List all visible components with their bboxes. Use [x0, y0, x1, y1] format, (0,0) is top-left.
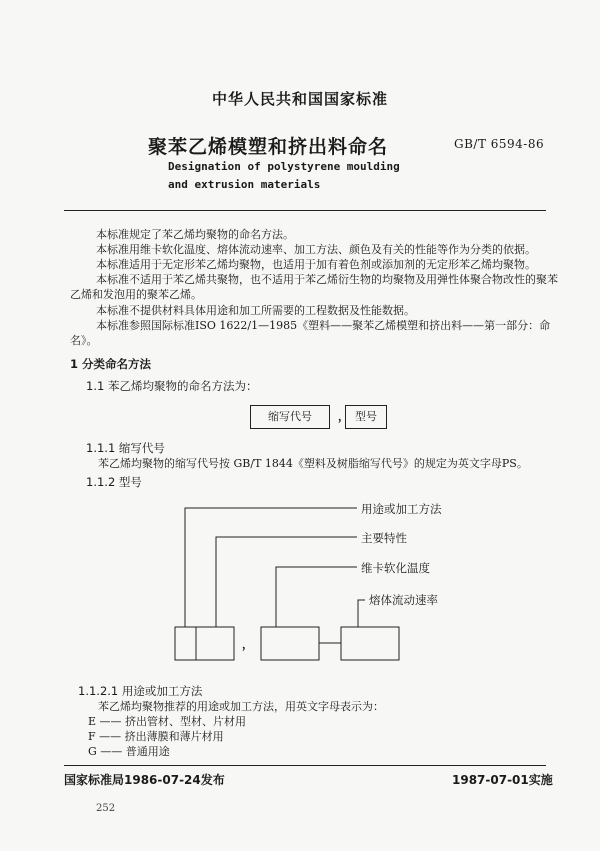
- english-title-line2: and extrusion materials: [168, 178, 321, 191]
- footer-divider: [64, 765, 546, 766]
- diagram-comma: ，: [242, 638, 253, 651]
- section-1-1-2-1: 1.1.2.1 用途或加工方法: [78, 684, 203, 698]
- label-use-or-processing: 用途或加工方法: [361, 502, 442, 516]
- intro-line: 本标准不提供材料具体用途和加工所需要的工程数据及性能数据。: [96, 304, 415, 317]
- page-number: 252: [96, 803, 116, 814]
- intro-line: 本标准规定了苯乙烯均聚物的命名方法。: [96, 228, 294, 241]
- section-1-1-1-text: 苯乙烯均聚物的缩写代号按 GB/T 1844《塑料及树脂缩写代号》的规定为英文字母PS。: [98, 457, 528, 470]
- use-code-item: E —— 挤出管材、型材、片材用: [88, 715, 247, 728]
- grade-box-2: [261, 627, 319, 660]
- grade-box-label: 型号: [355, 410, 377, 423]
- intro-line: 名》。: [70, 334, 98, 347]
- section-1-1: 1.1 苯乙烯均聚物的命名方法为：: [86, 379, 258, 393]
- leader-vicat: [276, 567, 357, 627]
- national-standard-heading: 中华人民共和国国家标准: [211, 90, 388, 108]
- name-separator: ，: [338, 410, 349, 423]
- grade-box-3: [341, 627, 399, 660]
- issue-date: 国家标准局1986-07-24发布: [64, 773, 225, 787]
- label-melt-flow-rate: 熔体流动速率: [369, 593, 438, 607]
- use-code-item: G —— 普通用途: [88, 745, 170, 758]
- intro-line: 本标准用维卡软化温度、熔体流动速率、加工方法、颜色及有关的性能等作为分类的依据。: [96, 243, 536, 256]
- grade-box-1: [175, 627, 234, 660]
- label-vicat-temperature: 维卡软化温度: [361, 561, 430, 575]
- intro-line: 本标准不适用于苯乙烯共聚物，也不适用于苯乙烯衍生物的均聚物及用弹性体聚合物改性的聚苯: [96, 273, 558, 286]
- abbrev-box-label: 缩写代号: [268, 410, 312, 423]
- standard-code: GB/T 6594-86: [454, 137, 545, 151]
- section-1-1-2: 1.1.2 型号: [86, 475, 142, 489]
- label-main-property: 主要特性: [361, 531, 407, 545]
- leader-property: [216, 537, 357, 627]
- use-code-item: F —— 挤出薄膜和薄片材用: [88, 730, 224, 743]
- leader-mfr: [358, 600, 365, 627]
- intro-line: 乙烯和发泡用的聚苯乙烯。: [70, 288, 202, 301]
- section-1-1-2-1-text: 苯乙烯均聚物推荐的用途或加工方法，用英文字母表示为：: [98, 700, 384, 713]
- document-title: 聚苯乙烯模塑和挤出料命名: [148, 136, 389, 158]
- intro-line: 本标准适用于无定形苯乙烯均聚物，也适用于加有着色剂或添加剂的无定形苯乙烯均聚物。: [96, 258, 536, 271]
- section-1-heading: 1 分类命名方法: [70, 357, 152, 371]
- effective-date: 1987-07-01实施: [452, 773, 553, 787]
- intro-line: 本标准参照国际标准ISO 1622/1—1985《塑料——聚苯乙烯模塑和挤出料——第一部分：命: [96, 319, 551, 332]
- english-title-line1: Designation of polystyrene moulding: [168, 160, 400, 173]
- section-1-1-1: 1.1.1 缩写代号: [86, 441, 165, 455]
